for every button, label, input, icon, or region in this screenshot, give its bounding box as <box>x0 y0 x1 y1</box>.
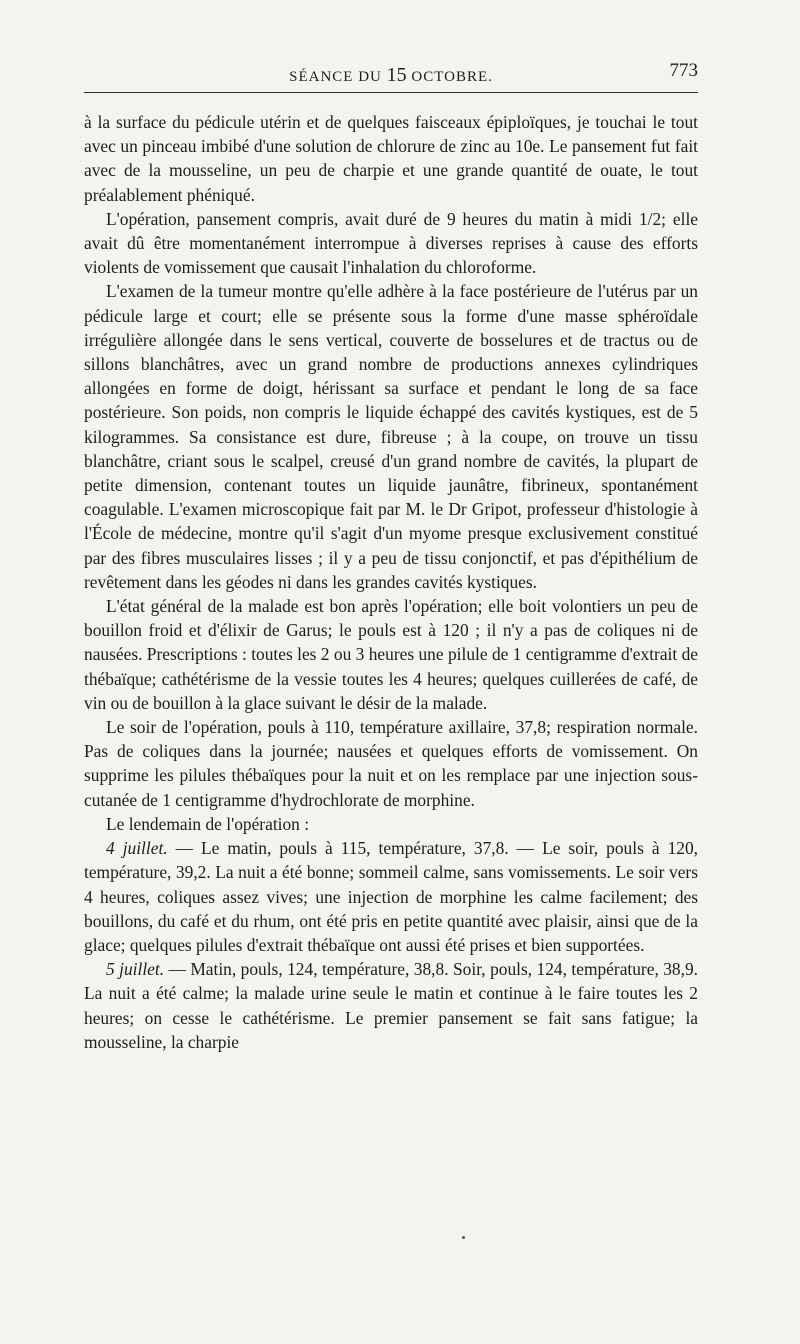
diary-entry <box>84 836 698 957</box>
paragraph: L'état général de la malade est bon après l'opération; elle boit volontiers un peu de bouillon froid et d'élixir de Garus; le pouls est à 120 ; il n'y a pas de coliques ni de nausées. Prescriptions : toutes les 2 ou 3 heures une pilule de 1 centigramme d'extrait de thébaïque; cathétérisme de la vessie toutes les 4 heures; quelques cuillerées de café, de vin ou de bouillon à la glace suivant le désir de la malade. <box>84 596 698 713</box>
running-title-post: OCTOBRE. <box>406 69 493 85</box>
entry-date: 5 juillet. <box>106 959 165 980</box>
body-text <box>84 110 698 1054</box>
paragraph: Le lendemain de l'opération : <box>106 813 310 834</box>
diary-entry <box>84 957 698 1054</box>
header-rule <box>84 92 698 93</box>
entry-date: 4 juillet. <box>106 838 168 859</box>
running-title-pre: SÉANCE DU <box>289 69 387 85</box>
print-mark <box>462 1236 465 1239</box>
page-header <box>84 60 698 88</box>
entry-text: — Matin, pouls, 124, température, 38,8. Soir, pouls, 124, température, 38,9. La nuit a été calme; la malade urine seule le matin et continue à le faire toutes les 2 heures; on cesse le cathétérisme. Le premier pansement se fait sans fatigue; la mousseline, la charpie <box>84 959 699 1052</box>
paragraph: Le soir de l'opération, pouls à 110, température axillaire, 37,8; respiration normale. Pas de coliques dans la journée; nausées et quelques efforts de vomissement. On supprime les pilules thébaïques pour la nuit et on les remplace par une injection sous-cutanée de 1 centigramme d'hydrochlorate de morphine. <box>84 717 698 810</box>
running-title-number: 15 <box>386 64 407 86</box>
entry-text: — Le matin, pouls à 115, température, 37,8. — Le soir, pouls à 120, température, 39,2. La nuit a été bonne; sommeil calme, sans vomissements. Le soir vers 4 heures, coliques assez vives; une injection de morphine les calme facilement; des bouillons, du café et du rhum, ont été pris en petite quantité avec plaisir, ainsi que de la glace; quelques pilules d'extrait thébaïque ont aussi été prises et bien supportées. <box>84 838 699 955</box>
page-number: 773 <box>669 60 698 81</box>
paragraph: L'opération, pansement compris, avait duré de 9 heures du matin à midi 1/2; elle avait dû être momentanément interrompue à diverses reprises à cause des efforts violents de vomissement que causait l'inhalation du chloroforme. <box>84 208 698 278</box>
paragraph: L'examen de la tumeur montre qu'elle adhère à la face postérieure de l'utérus par un pédicule large et court; elle se présente sous la forme d'une masse sphéroïdale irrégulière allongée dans le sens vertical, couverte de bosselures et de tractus ou de sillons blanchâtres, avec un grand nombre de productions annexes cylindriques allongées en forme de doigt, hérissant sa surface et pendant le long de sa face postérieure. Son poids, non compris le liquide échappé des cavités kystiques, est de 5 kilogrammes. Sa consistance est dure, fibreuse ; à la coupe, on trouve un tissu blanchâtre, criant sous le scalpel, creusé d'un grand nombre de cavités, la plupart de petite dimension, contenant toutes un liquide jaunâtre, fibrineux, spontanément coagulable. L'examen microscopique fait par M. le Dr Gripot, professeur d'histologie à l'École de médecine, montre qu'il s'agit d'un myome presque exclusivement constitué par des fibres musculaires lisses ; il y a peu de tissu conjonctif, et pas d'épithélium de revêtement dans les géodes ni dans les grandes cavités kystiques. <box>84 281 698 592</box>
running-title <box>84 64 698 87</box>
paragraph: à la surface du pédicule utérin et de quelques faisceaux épiploïques, je touchai le tout avec un pinceau imbibé d'une solution de chlorure de zinc au 10e. Le pansement fut fait avec de la mousseline, un peu de charpie et une grande quantité de ouate, le tout préalablement phéniqué. <box>84 112 698 205</box>
